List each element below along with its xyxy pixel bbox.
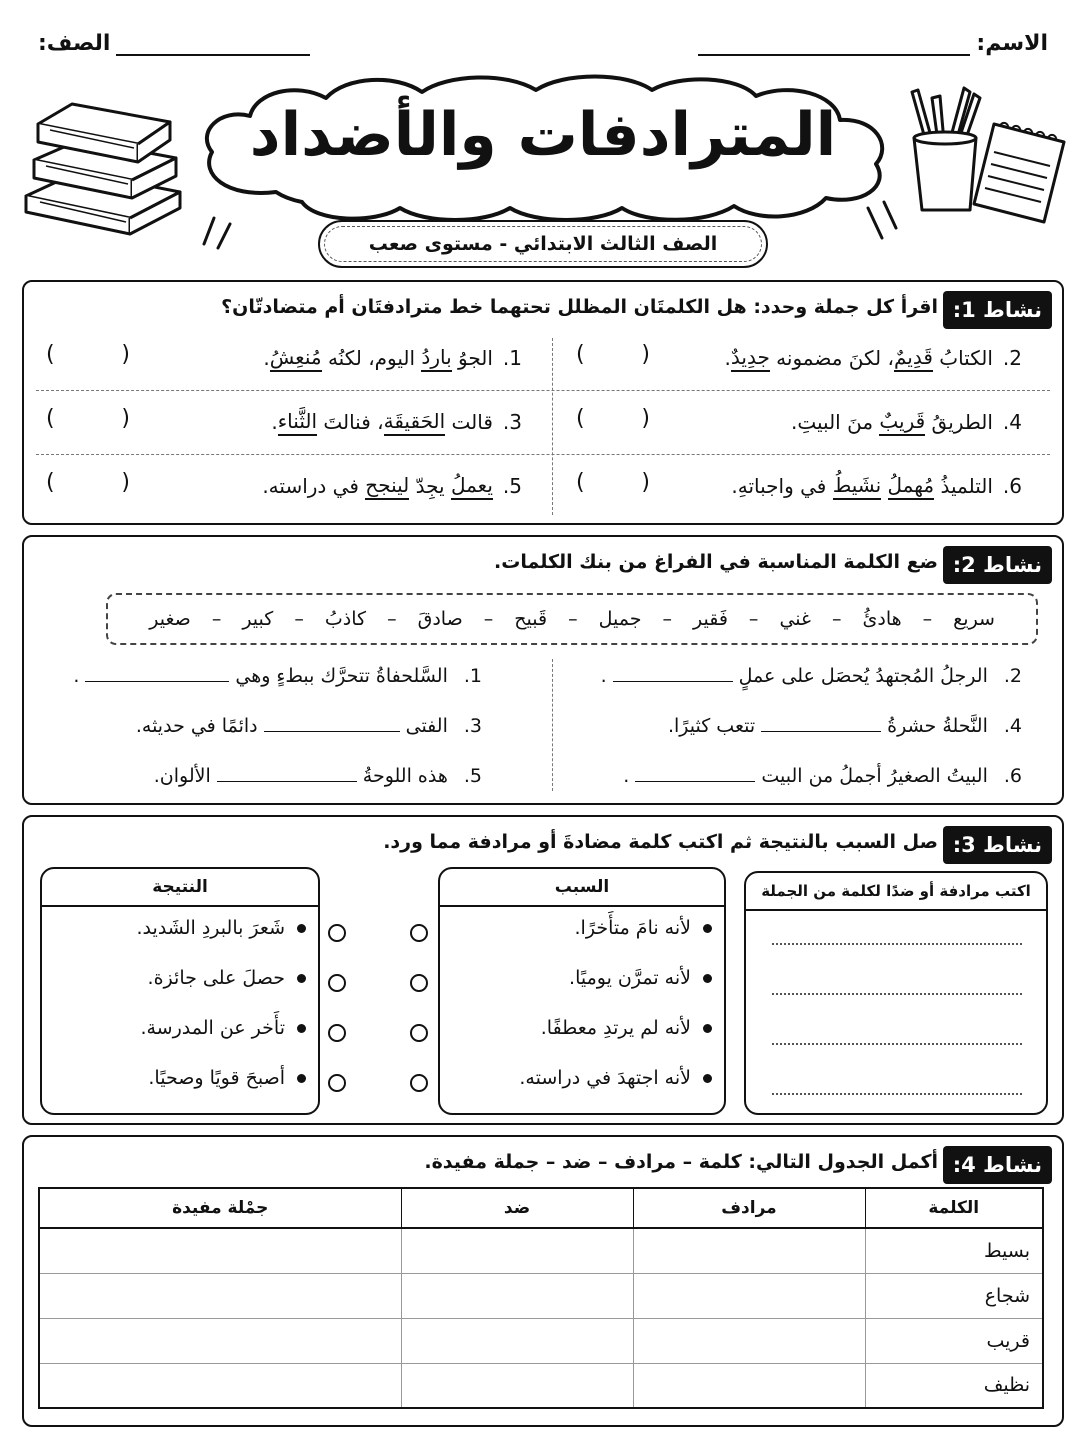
cause-box: [438, 867, 726, 1115]
activity-3-instruction: صل السبب بالنتيجة ثم اكتب كلمة مضادةَ أو مرادفة مما ورد.: [383, 831, 938, 853]
result-text: شَعرَ بالبردِ الشَديد.: [136, 917, 285, 939]
item-number: 1.: [463, 665, 482, 687]
activity-1-item: [263, 328, 522, 388]
column-header-antonym: ضد: [401, 1188, 633, 1228]
name-line[interactable]: [698, 28, 970, 56]
answer-parentheses[interactable]: [46, 470, 130, 495]
activity-2: [22, 535, 1064, 805]
result-text: حصلَ على جائزة.: [147, 967, 285, 989]
cause-item: [541, 1017, 712, 1039]
bullet-icon: [297, 1074, 306, 1083]
fill-blank-item: [154, 765, 482, 787]
item-text: البيتُ الصغيرُ أجملُ من البيت: [761, 765, 988, 787]
activity-1-item: [725, 328, 1022, 388]
bullet-icon: [703, 924, 712, 933]
item-text: .: [600, 665, 607, 687]
bullet-icon: [297, 1024, 306, 1033]
item-text: منَ البيتِ.: [791, 410, 880, 434]
item-number: 5.: [502, 474, 522, 498]
synonym-cell[interactable]: [633, 1363, 865, 1408]
result-header: النتيجة: [42, 869, 318, 907]
item-text: الرجلُ المُجتهدُ يُحصَل على عملٍ: [738, 665, 988, 687]
item-text: ، لكنَ مضمونه: [769, 346, 894, 370]
underlined-word: قَريبٌ: [879, 409, 925, 436]
activity-1: [22, 280, 1064, 525]
fill-blank-item: [623, 765, 1022, 787]
table-row: [39, 1228, 1043, 1273]
answer-parentheses[interactable]: [46, 342, 130, 367]
blank-line[interactable]: [264, 731, 400, 732]
item-text: الجوُ: [451, 346, 493, 370]
connector-circle-icon[interactable]: [328, 974, 346, 992]
item-text: .: [73, 665, 80, 687]
item-text: الألوان.: [153, 765, 211, 787]
paren-open: (: [641, 406, 650, 431]
item-text: الفتى: [405, 715, 448, 737]
activity-1-item: [731, 456, 1022, 516]
paren-close: ): [46, 342, 55, 367]
answer-dotted-line[interactable]: [772, 1043, 1022, 1045]
word-cell: نظيف: [865, 1363, 1043, 1408]
word-bank-word: جميل: [598, 608, 642, 630]
write-answer-header: اكتب مرادفة أو ضدًا لكلمة من الجملة: [746, 873, 1046, 911]
result-item: [137, 917, 306, 939]
item-text: اليوم، لكنُه: [321, 346, 422, 370]
word-separator: –: [387, 608, 397, 630]
table-row: [39, 1273, 1043, 1318]
connector-circle-icon[interactable]: [410, 1074, 428, 1092]
item-text: [881, 474, 887, 498]
class-label: الصف:: [38, 31, 111, 56]
table-row: [39, 1363, 1043, 1408]
blank-line[interactable]: [85, 681, 229, 682]
underlined-word: نشَيطُ: [833, 473, 881, 500]
cause-text: لأنه تمرَّن يوميًا.: [569, 967, 691, 989]
cause-item: [519, 1067, 712, 1089]
paren-close: ): [46, 470, 55, 495]
item-number: 1.: [502, 346, 522, 370]
bullet-icon: [703, 974, 712, 983]
activity-3-badge: نشاط 3:: [943, 826, 1052, 864]
word-separator: –: [831, 608, 842, 630]
underlined-word: مُنعِشُ: [270, 345, 322, 372]
cause-text: لأنه لم يرتدِ معطفًا.: [540, 1017, 691, 1039]
item-number: 3.: [502, 410, 522, 434]
item-text: .: [724, 346, 731, 370]
bullet-icon: [297, 974, 306, 983]
item-number: 2.: [1002, 346, 1022, 370]
sentence-cell[interactable]: [39, 1273, 401, 1318]
fill-blank-item: [136, 715, 482, 737]
class-field: [38, 28, 310, 56]
item-text: تتعب كثيرًا.: [667, 715, 756, 737]
paren-open: (: [641, 470, 650, 495]
word-bank-word: غني: [779, 608, 811, 630]
student-info-row: [38, 28, 1048, 64]
connector-circle-icon[interactable]: [410, 1024, 428, 1042]
column-divider: [552, 338, 553, 515]
cause-text: لأنه اجتهدَ في دراسته.: [519, 1067, 691, 1089]
result-item: [148, 967, 306, 989]
word-separator: –: [211, 608, 222, 630]
word-cell: بسيط: [865, 1228, 1043, 1273]
sparkle-icon: [862, 198, 902, 248]
table-row: [39, 1318, 1043, 1363]
item-number: 6.: [1003, 765, 1022, 787]
item-number: 3.: [463, 715, 482, 737]
bullet-icon: [703, 1074, 712, 1083]
word-bank-word: كبير: [242, 608, 274, 630]
antonym-cell[interactable]: [401, 1228, 633, 1273]
antonym-cell[interactable]: [401, 1318, 633, 1363]
item-text: ، فنالتَ: [317, 410, 384, 434]
bullet-icon: [297, 924, 306, 933]
answer-dotted-line[interactable]: [772, 993, 1022, 995]
word-separator: –: [922, 608, 933, 630]
activity-4: [22, 1135, 1064, 1427]
synonym-cell[interactable]: [633, 1273, 865, 1318]
word-cell: شجاع: [865, 1273, 1043, 1318]
activity-2-badge: نشاط 2:: [943, 546, 1052, 584]
answer-dotted-line[interactable]: [772, 1093, 1022, 1095]
column-header-word: الكلمة: [865, 1188, 1043, 1228]
result-text: تأَخر عن المدرسة.: [140, 1017, 285, 1039]
pencil-cup-icon: [904, 84, 1070, 254]
grade-level-banner: [318, 220, 768, 268]
item-text: في واجباتهِ.: [731, 474, 833, 498]
underlined-word: باردُ: [421, 345, 451, 372]
underlined-word: لينجح: [365, 473, 409, 500]
activity-1-instruction: اقرأ كل جملة وحدد: هل الكلمتَان المظلل تحتهما خط مترادفتَان أم متضادتّان؟: [221, 296, 938, 318]
paren-open: (: [121, 342, 130, 367]
grade-level-text: الصف الثالث الابتدائي - مستوى صعب: [368, 233, 718, 255]
underlined-word: جدِيدٌ: [731, 345, 770, 372]
item-number: 4.: [1002, 410, 1022, 434]
item-text: .: [263, 346, 270, 370]
activity-4-instruction: أكمل الجدول التالي: كلمة – مرادف – ضد – جملة مفيدة.: [424, 1151, 938, 1173]
paren-open: (: [121, 406, 130, 431]
paren-open: (: [641, 342, 650, 367]
row-divider: [36, 454, 1050, 455]
paren-close: ): [576, 342, 585, 367]
column-divider: [552, 659, 553, 791]
answer-dotted-line[interactable]: [772, 943, 1022, 945]
fill-blank-item: [668, 715, 1022, 737]
item-text: .: [271, 410, 278, 434]
word-separator: –: [483, 608, 494, 630]
word-bank-word: صادقَ: [417, 608, 463, 630]
underlined-word: الثَّناء: [278, 409, 317, 436]
blank-line[interactable]: [761, 731, 881, 732]
title-cloud: [186, 74, 900, 224]
connector-circle-icon[interactable]: [410, 924, 428, 942]
word-separator: –: [294, 608, 304, 630]
item-text: النَّحلةُ حشرةُ: [887, 715, 988, 737]
sentence-cell[interactable]: [39, 1318, 401, 1363]
item-number: 2.: [1003, 665, 1022, 687]
books-icon: [20, 96, 190, 236]
word-separator: –: [568, 608, 578, 630]
item-text: الطريقُ: [925, 410, 993, 434]
underlined-word: الحَقيقَة: [384, 409, 446, 436]
paren-close: ): [576, 406, 585, 431]
synonym-cell[interactable]: [633, 1318, 865, 1363]
bullet-icon: [703, 1024, 712, 1033]
word-bank-word: هادئُ: [862, 608, 902, 630]
activity-2-instruction: ضع الكلمة المناسبة في الفراغ من بنك الكلمات.: [494, 551, 938, 573]
write-answer-box: [744, 871, 1048, 1115]
connector-circle-icon[interactable]: [328, 1074, 346, 1092]
row-divider: [36, 390, 1050, 391]
word-separator: –: [748, 608, 759, 630]
item-text: دائمًا في حديثه.: [135, 715, 258, 737]
synonym-cell[interactable]: [633, 1228, 865, 1273]
result-item: [140, 1017, 306, 1039]
connector-circle-icon[interactable]: [328, 1024, 346, 1042]
word-bank-word: كاذبُ: [324, 608, 367, 630]
item-text: يجِدّ: [409, 474, 451, 498]
activity-3: [22, 815, 1064, 1125]
blank-line[interactable]: [635, 781, 755, 782]
answer-parentheses[interactable]: [576, 342, 650, 367]
class-line[interactable]: [116, 28, 310, 56]
name-field: [698, 28, 1048, 56]
answer-parentheses[interactable]: [576, 406, 650, 431]
cause-text: لأنه نامَ متأَخرًا.: [574, 917, 691, 939]
paren-close: ): [576, 470, 585, 495]
item-text: في دراسته.: [262, 474, 366, 498]
underlined-word: مُهملُ: [888, 473, 935, 500]
column-header-synonym: مرادف: [633, 1188, 865, 1228]
item-text: .: [623, 765, 630, 787]
item-text: هذه اللوحةُ: [362, 765, 448, 787]
answer-parentheses[interactable]: [576, 470, 650, 495]
sentence-cell[interactable]: [39, 1363, 401, 1408]
result-item: [148, 1067, 306, 1089]
cause-header: السبب: [440, 869, 724, 907]
words-table: [38, 1187, 1044, 1409]
underlined-word: قَدِيمٌ: [894, 345, 933, 372]
connector-circle-icon[interactable]: [410, 974, 428, 992]
item-number: 4.: [1003, 715, 1022, 737]
table-header-row: [39, 1188, 1043, 1228]
word-bank-word: قَبيح: [514, 608, 548, 630]
blank-line[interactable]: [613, 681, 733, 682]
underlined-word: يعملُ: [451, 473, 493, 500]
item-text: الكتابُ: [932, 346, 993, 370]
item-number: 5.: [463, 765, 482, 787]
sentence-cell[interactable]: [39, 1228, 401, 1273]
paren-open: (: [121, 470, 130, 495]
antonym-cell[interactable]: [401, 1273, 633, 1318]
word-separator: –: [662, 608, 672, 630]
column-header-sentence: جمْلة مفيدة: [39, 1188, 401, 1228]
result-text: أصبحَ قويًا وصحيًا.: [148, 1067, 285, 1089]
item-text: السَّلحفاةُ تتحرَّك ببطءٍ وهي: [235, 665, 448, 687]
fill-blank-item: [73, 665, 482, 687]
word-bank-word: صغير: [149, 608, 191, 630]
fill-blank-item: [601, 665, 1022, 687]
activity-1-item: [791, 392, 1022, 452]
activity-1-badge: نشاط 1:: [943, 291, 1052, 329]
name-label: الاسم:: [976, 31, 1048, 56]
answer-parentheses[interactable]: [46, 406, 130, 431]
item-text: التلميذُ: [934, 474, 993, 498]
connector-circle-icon[interactable]: [328, 924, 346, 942]
word-bank-word: فَقير: [692, 608, 728, 630]
activity-4-badge: نشاط 4:: [943, 1146, 1052, 1184]
cause-item: [575, 917, 712, 939]
activity-1-item: [262, 456, 522, 516]
antonym-cell[interactable]: [401, 1363, 633, 1408]
word-cell: قريب: [865, 1318, 1043, 1363]
paren-close: ): [46, 406, 55, 431]
page-title: المترادفات والأضداد: [249, 100, 837, 170]
activity-1-item: [271, 392, 522, 452]
item-number: 6.: [1002, 474, 1022, 498]
result-box: [40, 867, 320, 1115]
word-bank: [106, 593, 1038, 645]
item-text: قالت: [445, 410, 493, 434]
blank-line[interactable]: [217, 781, 357, 782]
word-bank-word: سريع: [953, 608, 995, 630]
cause-item: [569, 967, 712, 989]
